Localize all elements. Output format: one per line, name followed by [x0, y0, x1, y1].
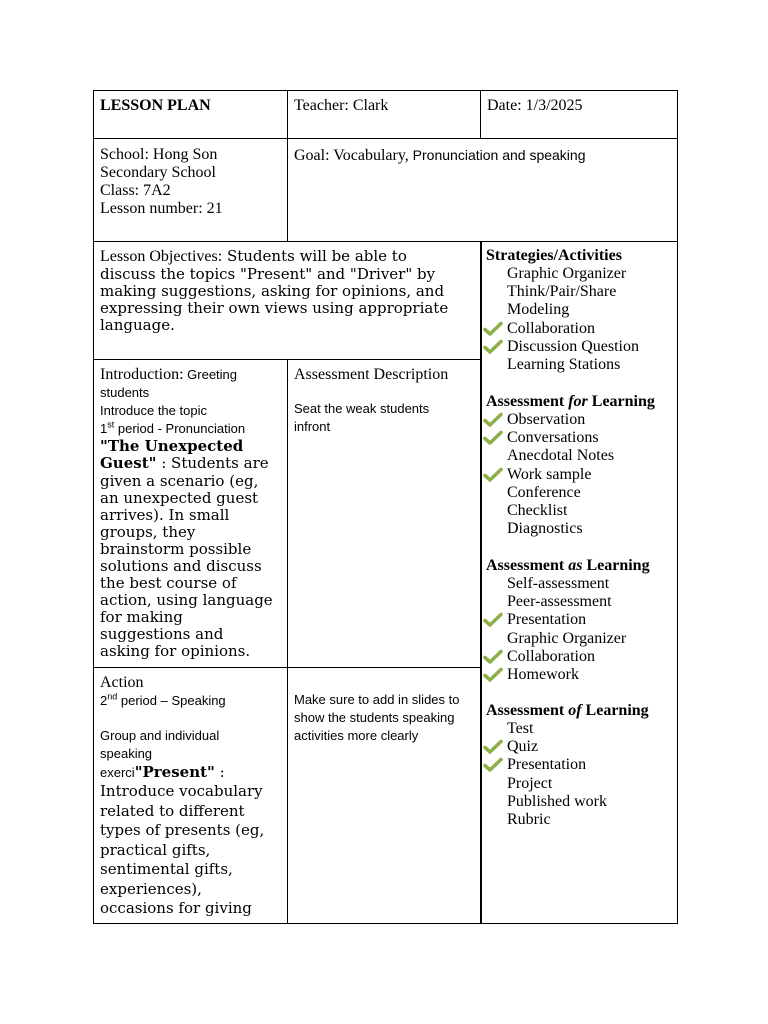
assessment-of-title	[486, 702, 649, 720]
checklist-item-label: Peer-assessment	[507, 593, 612, 611]
checklist-item	[486, 666, 650, 684]
assessment-as-pre: Assessment	[486, 557, 569, 574]
checklist-item-label: Conversations	[507, 429, 599, 447]
introduction-content	[100, 366, 285, 660]
assessment-as-em: as	[568, 557, 583, 574]
objectives-line-0: Students will be able to	[222, 247, 407, 265]
school-name-line1: School: Hong Son	[100, 146, 218, 163]
checklist-item-label: Checklist	[507, 501, 568, 519]
assessment-description-line-1: infront	[294, 419, 331, 434]
date-label: Date: 1/3/2025	[487, 97, 583, 114]
activity-line-7: the best course of	[100, 574, 237, 592]
checklist-item	[486, 756, 649, 774]
checklist-item	[486, 411, 655, 429]
teacher-label: Teacher: Clark	[294, 97, 389, 114]
checklist-item-label: Diagnostics	[507, 520, 583, 538]
second-period-number: 2	[100, 693, 108, 708]
checklist-item	[486, 484, 655, 502]
activity-line-11: asking for opinions.	[100, 642, 251, 660]
first-period-number: 1	[100, 421, 108, 436]
assessment-for-title	[486, 393, 655, 411]
checkmark-icon	[483, 339, 503, 355]
checklist-item	[486, 793, 649, 811]
assessment-as-title	[486, 557, 650, 575]
present-line-0: :	[214, 763, 225, 781]
checklist-item	[486, 738, 649, 756]
present-line-1: Introduce vocabulary	[100, 782, 263, 800]
lesson-objectives	[100, 248, 475, 334]
checklist-item	[486, 429, 655, 447]
lesson-plan-title: LESSON PLAN	[100, 97, 211, 114]
group-line-0: Group and individual	[100, 728, 220, 743]
checklist-item	[486, 283, 639, 301]
lesson-number-label: Lesson number: 21	[100, 200, 223, 217]
assessment-description-content	[294, 366, 476, 436]
activity-line-5: brainstorm possible	[100, 540, 252, 558]
present-line-6: experiences),	[100, 879, 202, 898]
strategies-list	[486, 265, 639, 374]
checklist-item-label: Test	[507, 720, 534, 737]
checklist-item	[486, 320, 639, 338]
checklist-item	[486, 775, 649, 793]
assessment-for-list	[486, 411, 655, 538]
checklist-item-label: Homework	[507, 665, 579, 683]
checkmark-icon	[483, 467, 503, 483]
assessment-of-post: Learning	[581, 702, 649, 719]
activity-title-line1: "The Unexpected	[100, 437, 244, 455]
activity-line-4: groups, they	[100, 523, 196, 541]
first-period	[100, 420, 285, 438]
checklist-item-label: Project	[507, 774, 553, 792]
school-name-line2: Secondary School	[100, 164, 216, 181]
checklist-item-label: Rubric	[507, 810, 551, 828]
checklist-item-label: Conference	[507, 483, 581, 501]
checklist-item	[486, 648, 650, 666]
activity-line-6: solutions and discuss	[100, 557, 262, 575]
checklist-item-label: Graphic Organizer	[507, 265, 627, 282]
checklist-item-label: Quiz	[507, 738, 539, 756]
activity-line-10: suggestions and	[100, 625, 224, 643]
checklist-item	[486, 630, 650, 648]
second-period	[100, 692, 285, 710]
assessment-of-em: of	[568, 702, 582, 719]
objectives-label: Lesson Objectives:	[100, 248, 223, 265]
action-label: Action	[100, 674, 144, 691]
activity-line-2: an unexpected guest	[100, 489, 259, 507]
assessment-of-section	[486, 702, 649, 829]
assessment-description-label: Assessment Description	[294, 366, 449, 383]
checklist-item	[486, 611, 650, 629]
first-period-sup: st	[107, 419, 115, 430]
checklist-item-label: Collaboration	[507, 647, 595, 665]
goal-rest: Pronunciation and speaking	[408, 147, 586, 163]
activity-line-8: action, using language	[100, 591, 273, 609]
checklist-item-label: Presentation	[507, 756, 587, 774]
second-period-sup: nd	[107, 691, 118, 702]
exerci-text: exerci	[100, 765, 135, 780]
assessment-description-line-0: Seat the weak students	[294, 401, 430, 416]
activity-line-1: given a scenario (eg,	[100, 472, 259, 490]
checklist-item-label: Observation	[507, 411, 586, 428]
checklist-item-label: Anecdotal Notes	[507, 447, 615, 465]
greeting-line2: students	[100, 385, 150, 400]
checkmark-icon	[483, 321, 503, 337]
assessment-for-section	[486, 393, 655, 538]
introduce-topic: Introduce the topic	[100, 403, 207, 418]
checklist-item-label: Modeling	[507, 301, 570, 319]
checklist-item	[486, 466, 655, 484]
activity-title-line2: Guest"	[100, 454, 157, 472]
greeting-line1: Greeting	[183, 367, 238, 382]
activity-line-3: arrives). In small	[100, 506, 230, 524]
present-line-4: practical gifts,	[100, 840, 211, 859]
checklist-item-label: Collaboration	[507, 319, 595, 337]
checkmark-icon	[483, 430, 503, 446]
assessment-of-pre: Assessment	[486, 702, 569, 719]
group-line-1: speaking	[100, 746, 153, 761]
checklist-item-label: Work sample	[507, 465, 592, 483]
assessment-for-em: for	[568, 393, 588, 410]
checklist-item	[486, 593, 650, 611]
action-assessment-line-2: activities more clearly	[294, 728, 419, 743]
action-assessment-line-1: show the students speaking	[294, 710, 455, 725]
introduction-label: Introduction:	[100, 366, 184, 383]
action-assessment-line-0: Make sure to add in slides to	[294, 692, 460, 707]
objectives-line-2: making suggestions, asking for opinions, and	[100, 282, 445, 300]
checkmark-icon	[483, 739, 503, 755]
checkmark-icon	[483, 612, 503, 628]
strategies-title: Strategies/Activities	[486, 247, 622, 264]
activity-line-0: : Students are	[156, 454, 269, 472]
checklist-item	[486, 265, 639, 283]
checklist-item-label: Discussion Question	[507, 337, 639, 355]
checklist-item	[486, 356, 639, 374]
assessment-as-list	[486, 575, 650, 684]
checkmark-icon	[483, 757, 503, 773]
class-label: Class: 7A2	[100, 182, 171, 199]
checklist-item-label: Presentation	[507, 611, 587, 629]
present-line-7: occasions for giving	[100, 899, 252, 917]
school-info	[100, 146, 223, 218]
checklist-item-label: Self-assessment	[507, 575, 610, 592]
action-content	[100, 674, 285, 919]
checklist-item	[486, 575, 650, 593]
assessment-for-pre: Assessment	[486, 393, 569, 410]
checklist-item-label: Graphic Organizer	[507, 629, 627, 647]
present-line-2: related to different	[100, 801, 245, 820]
checklist-item	[486, 447, 655, 465]
checklist-item	[486, 811, 649, 829]
goal-text	[294, 146, 585, 165]
checklist-item	[486, 502, 655, 520]
checkmark-icon	[483, 667, 503, 683]
checklist-item	[486, 338, 639, 356]
checklist-item-label: Think/Pair/Share	[507, 283, 617, 301]
first-period-rest: period - Pronunciation	[114, 421, 246, 436]
assessment-as-section	[486, 557, 650, 684]
checklist-item-label: Published work	[507, 792, 607, 810]
present-title: "Present"	[134, 763, 215, 781]
objectives-line-1: discuss the topics "Present" and "Driver" by	[100, 265, 436, 283]
strategies-section	[486, 247, 639, 374]
checklist-item	[486, 301, 639, 319]
present-line-3: types of presents (eg,	[100, 821, 265, 839]
checkmark-icon	[483, 412, 503, 428]
checkmark-icon	[483, 649, 503, 665]
checklist-item-label: Learning Stations	[507, 355, 621, 373]
objectives-line-4: language.	[100, 316, 175, 334]
assessment-of-list	[486, 720, 649, 829]
goal-prefix: Goal: Vocabulary,	[294, 147, 409, 164]
checklist-item	[486, 520, 655, 538]
present-line-5: sentimental gifts,	[100, 860, 233, 878]
action-assessment-content	[294, 691, 478, 745]
objectives-line-3: expressing their own views using appropriate	[100, 299, 449, 317]
assessment-for-post: Learning	[587, 393, 655, 410]
activity-line-9: for making	[100, 608, 183, 626]
second-period-rest: period – Speaking	[117, 693, 226, 708]
checklist-item	[486, 720, 649, 738]
assessment-as-post: Learning	[582, 557, 650, 574]
